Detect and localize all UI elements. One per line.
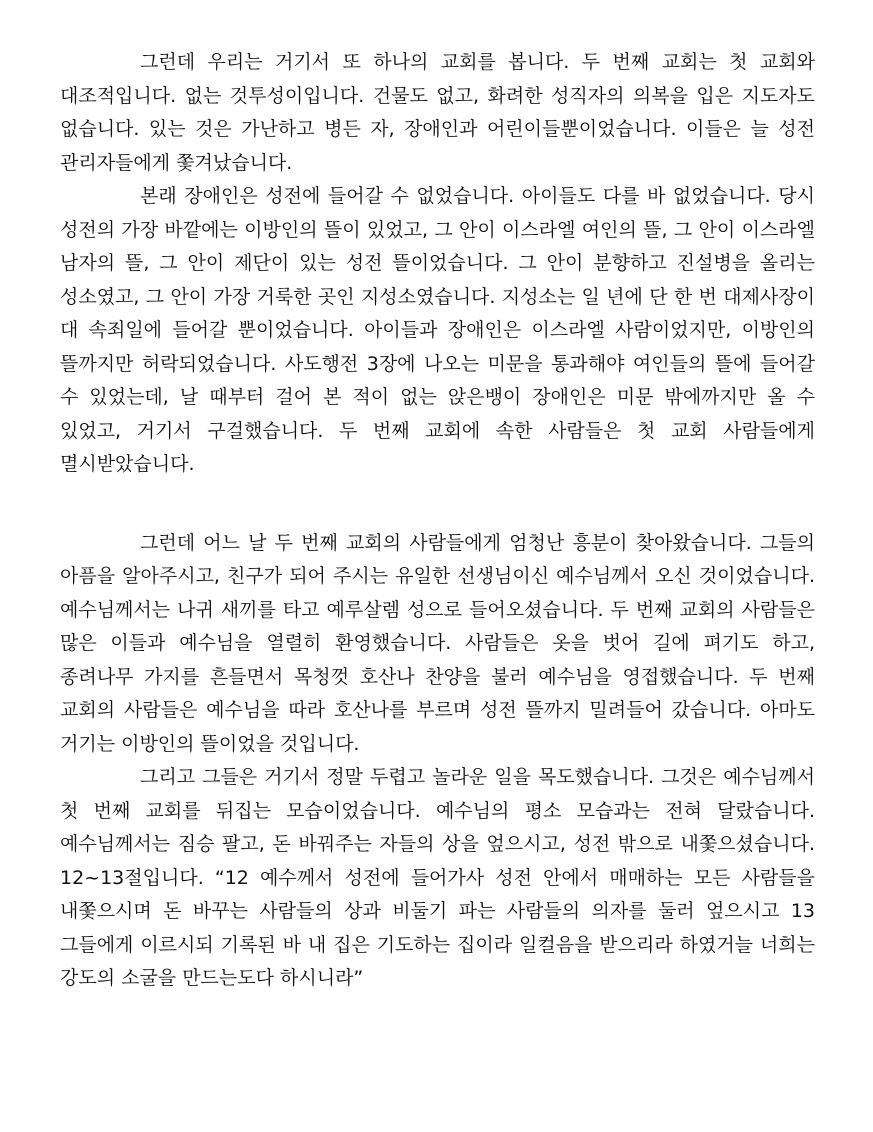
paragraph-3: 그런데 어느 날 두 번째 교회의 사람들에게 엄청난 흥분이 찾아왔습니다. 그들의 아픔을 알아주시고, 친구가 되어 주시는 유일한 선생님이신 예수님께서 오신 것이었습니다. 예수님께서는 나귀 새끼를 타고 예루살렘 성으로 들어오셨습니다. 두 번째 교회의 사람들은 많은 이들과 예수님을 열렬히 환영했습니다. 사람들은 옷을 벗어 길에 펴기도 하고, 종려나무 가지를 흔들면서 목청껏 호산나 찬양을 불러 예수님을 영접했습니다. 두 번째 교회의 사람들은 예수님을 따라 호산나를 부르며 성전 뜰까지 밀려들어 갔습니다. 아마도 거기는 이방인의 뜰이었을 것입니다.: [60, 531, 815, 755]
document-body: [60, 46, 815, 996]
paragraph-1: 그런데 우리는 거기서 또 하나의 교회를 봅니다. 두 번째 교회는 첫 교회와 대조적입니다. 없는 것투성이입니다. 건물도 없고, 화려한 성직자의 의복을 입은 지도자도 없습니다. 있는 것은 가난하고 병든 자, 장애인과 어린이들뿐이었습니다. 이들은 늘 성전 관리자들에게 쫓겨났습니다.: [60, 51, 815, 174]
paragraph-4: 그리고 그들은 거기서 정말 두렵고 놀라운 일을 목도했습니다. 그것은 예수님께서 첫 번째 교회를 뒤집는 모습이었습니다. 예수님의 평소 모습과는 전혀 달랐습니다. 예수님께서는 짐승 팔고, 돈 바꿔주는 자들의 상을 엎으시고, 성전 밖으로 내쫓으셨습니다. 12~13절입니다. “12 예수께서 성전에 들어가사 성전 안에서 매매하는 모든 사람들을 내쫓으시며 돈 바꾸는 사람들의 상과 비둘기 파는 사람들의 의자를 둘러 엎으시고 13 그들에게 이르시되 기록된 바 내 집은 기도하는 집이라 일컬음을 받으리라 하였거늘 너희는 강도의 소굴을 만드는도다 하시니라”: [60, 766, 815, 989]
paragraph-2: 본래 장애인은 성전에 들어갈 수 없었습니다. 아이들도 다를 바 없었습니다. 당시 성전의 가장 바깥에는 이방인의 뜰이 있었고, 그 안이 이스라엘 여인의 뜰, 그 안이 이스라엘 남자의 뜰, 그 안이 제단이 있는 성전 뜰이었습니다. 그 안이 분향하고 진설병을 올리는 성소였고, 그 안이 가장 거룩한 곳인 지성소였습니다. 지성소는 일 년에 단 한 번 대제사장이 대 속죄일에 들어갈 뿐이었습니다. 아이들과 장애인은 이스라엘 사람이었지만, 이방인의 뜰까지만 허락되었습니다. 사도행전 3장에 나오는 미문을 통과해야 여인들의 뜰에 들어갈 수 있었는데, 날 때부터 걸어 본 적이 없는 앉은뱅이 장애인은 미문 밖에까지만 올 수 있었고, 거기서 구걸했습니다. 두 번째 교회에 속한 사람들은 첫 교회 사람들에게 멸시받았습니다.: [60, 185, 815, 475]
section-gap: [60, 482, 815, 527]
